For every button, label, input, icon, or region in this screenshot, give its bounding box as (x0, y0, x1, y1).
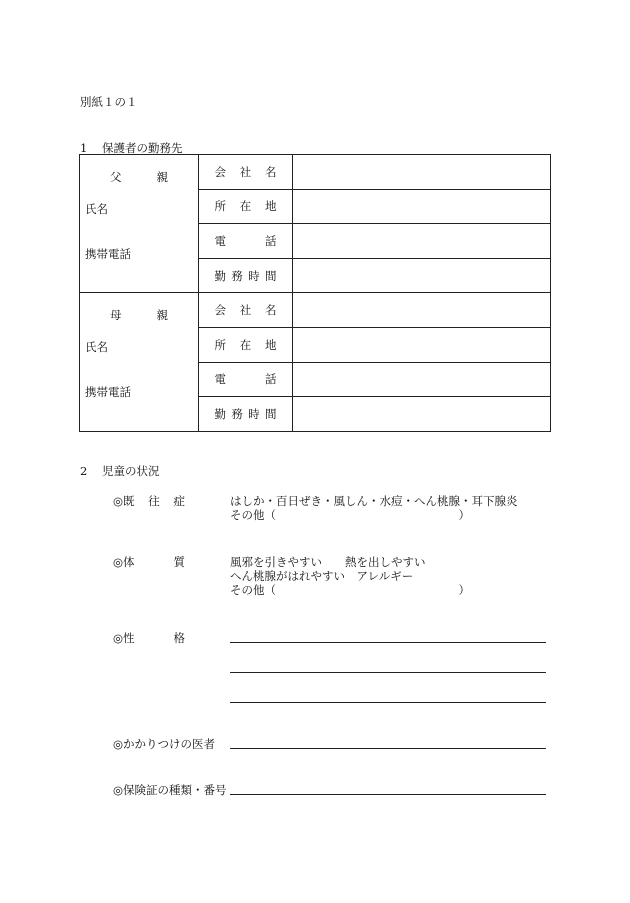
insurance-label: ◎保険証の種類・番号 (113, 783, 227, 797)
doctor-line[interactable] (230, 748, 546, 749)
constitution-choice-line1[interactable]: 風邪を引きやすい 熱を出しやすい (230, 555, 426, 569)
doctor-label: ◎かかりつけの医者 (113, 737, 216, 751)
father-company-label: 会 社 名 (199, 155, 293, 190)
mother-mobile-label: 携帯電話 (85, 385, 131, 400)
father-hours-label: 勤 務 時 間 (199, 258, 293, 293)
constitution-label: ◎体 質 (113, 555, 185, 569)
mother-name-label: 氏名 (85, 340, 108, 355)
constitution-choice-line2[interactable]: へん桃腺がはれやすい アレルギー (230, 569, 414, 583)
mother-company-field[interactable] (293, 293, 551, 328)
past-illness-options (230, 494, 518, 522)
personality-line-2[interactable] (230, 672, 546, 673)
mother-hours-field[interactable] (293, 397, 551, 432)
mother-address-field[interactable] (293, 327, 551, 362)
mother-heading: 母 親 (110, 308, 168, 323)
father-phone-label: 電 話 (199, 224, 293, 259)
past-illness-label: ◎既 往 症 (113, 494, 185, 508)
guardian-workplace-table (79, 154, 551, 432)
section2-number: 2 (80, 464, 88, 478)
section1-title: 保護者の勤務先 (102, 141, 183, 155)
mother-company-label: 会 社 名 (199, 293, 293, 328)
father-info-cell[interactable] (80, 155, 199, 293)
insurance-line[interactable] (230, 794, 546, 795)
section2-heading (80, 463, 160, 479)
father-hours-field[interactable] (293, 258, 551, 293)
mother-phone-label: 電 話 (199, 362, 293, 397)
document-id: 別紙１の１ (80, 95, 138, 109)
mother-hours-label: 勤 務 時 間 (199, 397, 293, 432)
constitution-other[interactable]: その他（ ） (230, 583, 470, 597)
personality-label: ◎性 格 (113, 631, 185, 645)
father-address-field[interactable] (293, 189, 551, 224)
personality-line-1[interactable] (230, 642, 546, 643)
mother-address-label: 所 在 地 (199, 327, 293, 362)
father-phone-field[interactable] (293, 224, 551, 259)
father-mobile-label: 携帯電話 (85, 247, 131, 261)
section1-number: 1 (80, 141, 88, 155)
section2-title: 児童の状況 (102, 464, 160, 478)
father-heading: 父 親 (110, 170, 168, 184)
past-illness-choice-list[interactable]: はしか・百日ぜき・風しん・水痘・へん桃腺・耳下腺炎 (230, 494, 518, 508)
constitution-options (230, 555, 470, 597)
mother-info-cell[interactable] (80, 293, 199, 431)
father-company-field[interactable] (293, 155, 551, 190)
past-illness-other[interactable]: その他（ ） (230, 508, 470, 522)
father-name-label: 氏名 (85, 202, 108, 216)
mother-phone-field[interactable] (293, 362, 551, 397)
personality-line-3[interactable] (230, 702, 546, 703)
father-address-label: 所 在 地 (199, 189, 293, 224)
